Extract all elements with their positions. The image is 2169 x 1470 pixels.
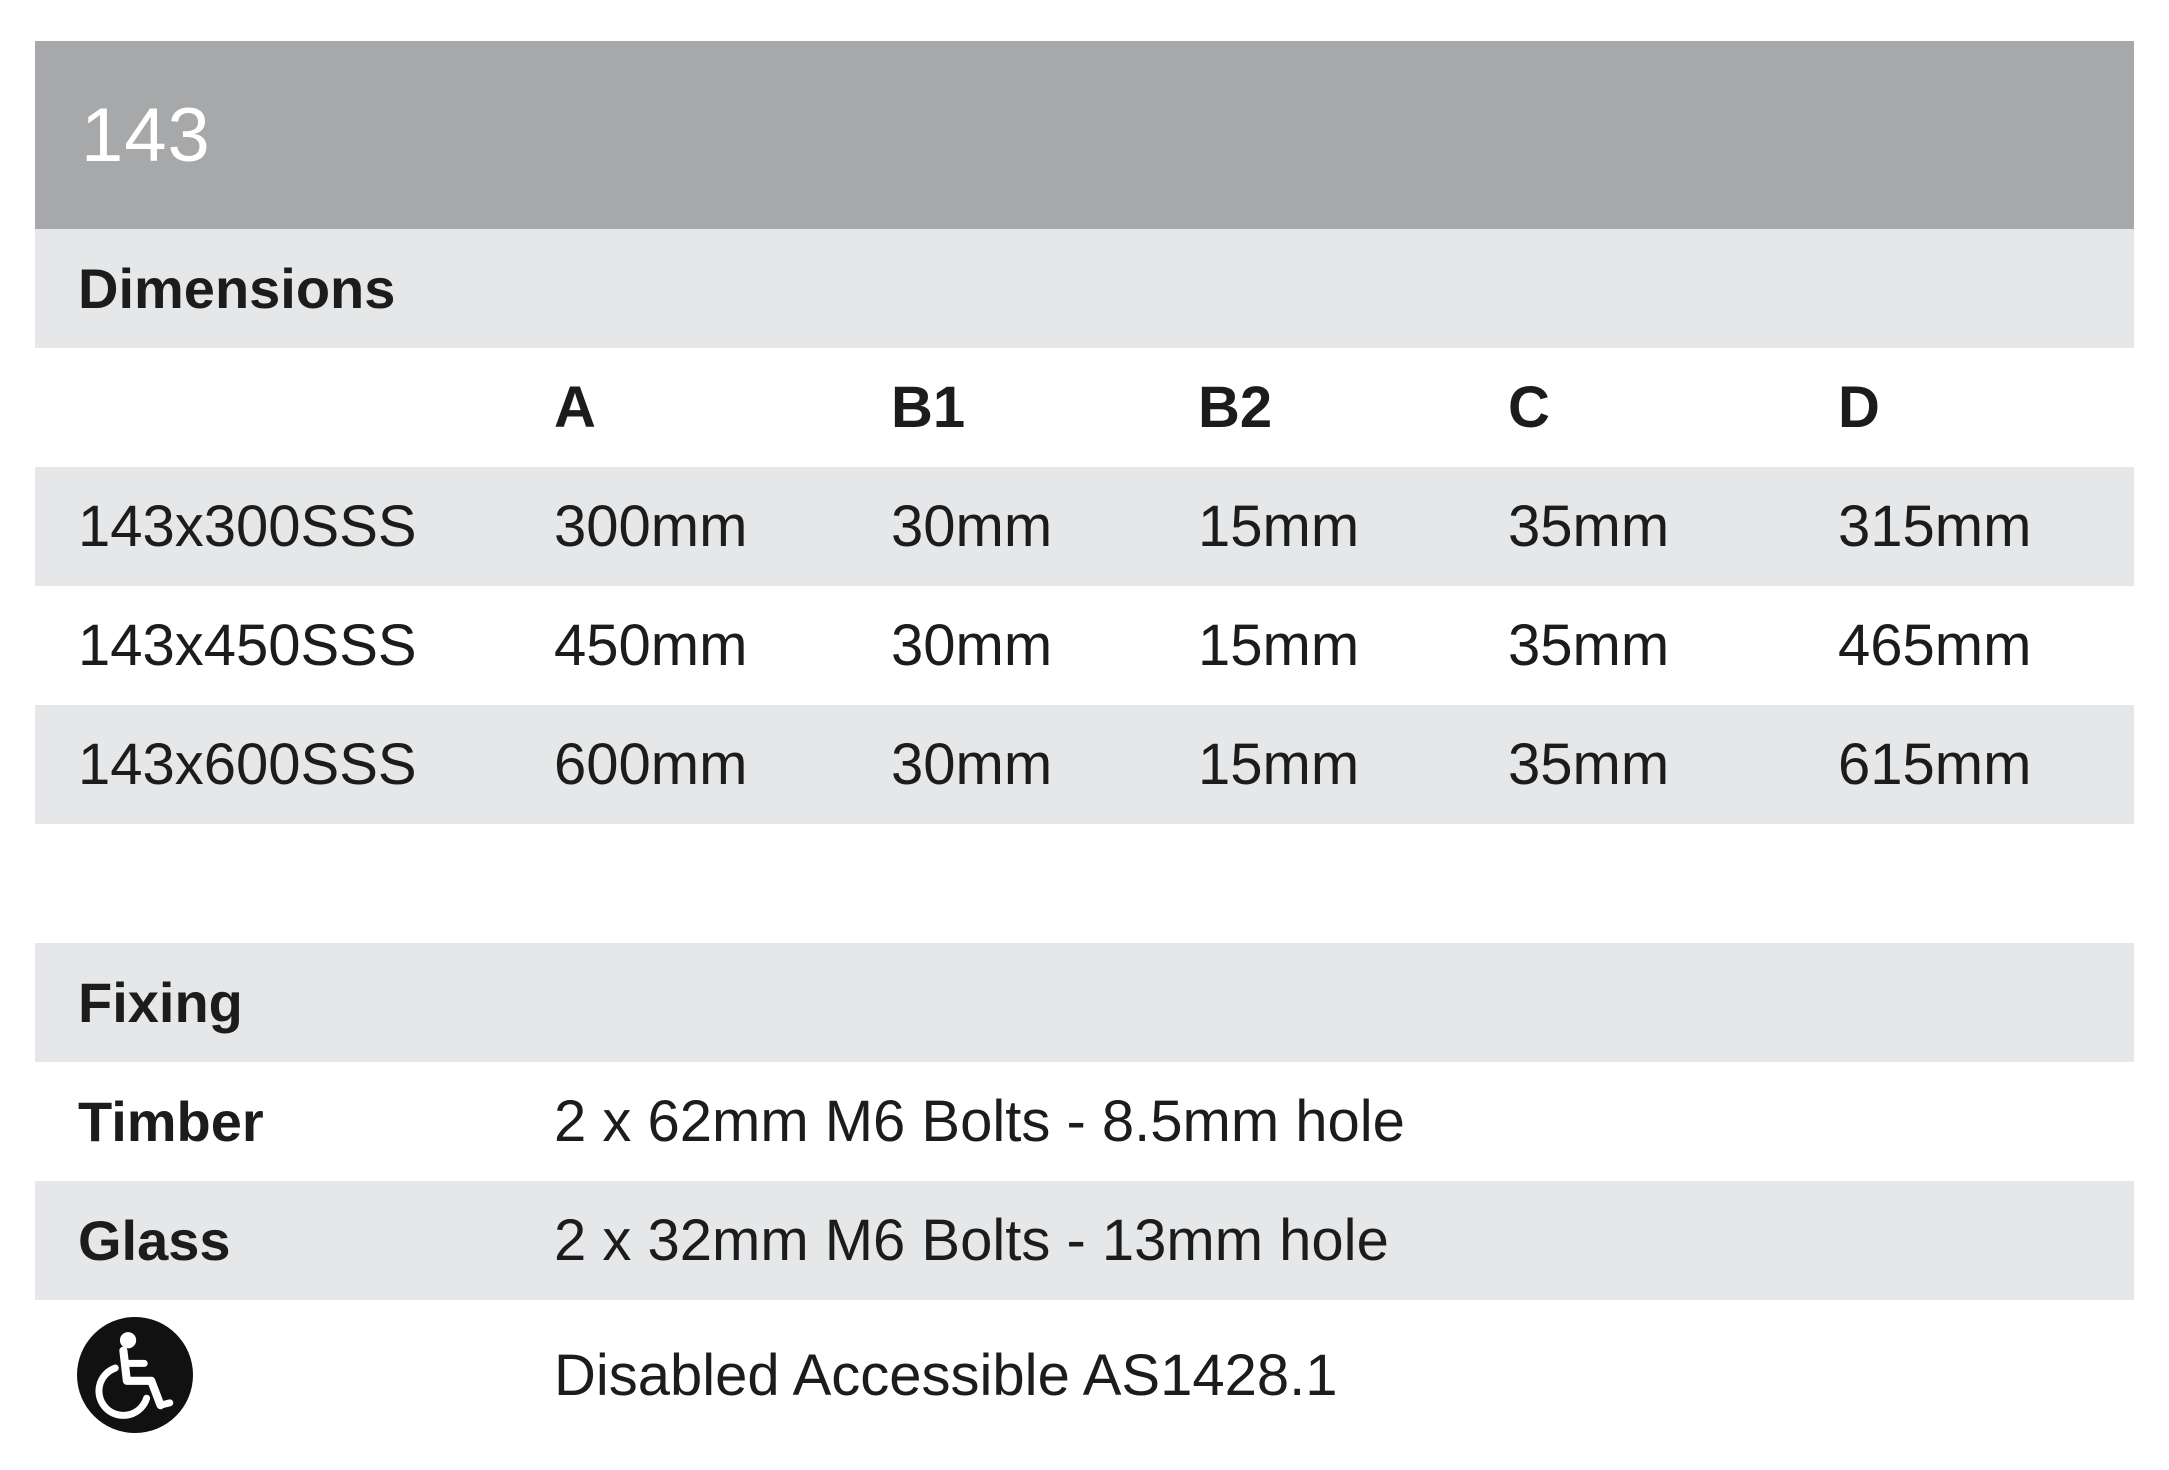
model-cell: 143x300SSS	[78, 494, 417, 559]
dimension-b1-cell: 30mm	[891, 732, 1053, 797]
column-header-c: C	[1508, 375, 1550, 440]
column-header-a: A	[554, 375, 596, 440]
dimension-a-cell: 600mm	[554, 732, 748, 797]
dimensions-section-header	[35, 229, 2134, 348]
table-row	[35, 467, 2134, 586]
dimension-d-cell: 315mm	[1838, 494, 2032, 559]
model-cell: 143x450SSS	[78, 613, 417, 678]
dimension-b1-cell: 30mm	[891, 613, 1053, 678]
accessibility-icon-cell	[35, 1317, 554, 1433]
product-spec-sheet	[35, 41, 2134, 1450]
wheelchair-icon	[77, 1317, 193, 1433]
accessibility-row	[35, 1300, 2134, 1450]
table-row	[35, 586, 2134, 705]
fixing-row-label: Glass	[78, 1209, 231, 1272]
column-header-d: D	[1838, 375, 1880, 440]
dimension-d-cell: 465mm	[1838, 613, 2032, 678]
product-title-bar	[35, 41, 2134, 229]
dimension-b2-cell: 15mm	[1198, 494, 1360, 559]
fixing-row-value: 2 x 32mm M6 Bolts - 13mm hole	[554, 1208, 1389, 1273]
fixing-row-value: 2 x 62mm M6 Bolts - 8.5mm hole	[554, 1089, 1405, 1154]
dimension-a-cell: 450mm	[554, 613, 748, 678]
dimension-c-cell: 35mm	[1508, 613, 1670, 678]
dimension-c-cell: 35mm	[1508, 732, 1670, 797]
fixing-label: Fixing	[78, 971, 243, 1034]
model-cell: 143x600SSS	[78, 732, 417, 797]
dimension-b1-cell: 30mm	[891, 494, 1053, 559]
column-header-b2: B2	[1198, 375, 1273, 440]
fixing-row-label: Timber	[78, 1090, 264, 1153]
fixing-section-header	[35, 943, 2134, 1062]
dimension-b2-cell: 15mm	[1198, 732, 1360, 797]
dimension-d-cell: 615mm	[1838, 732, 2032, 797]
dimensions-column-header-row	[35, 348, 2134, 467]
fixing-row-glass	[35, 1181, 2134, 1300]
product-title: 143	[81, 92, 211, 178]
fixing-row-timber	[35, 1062, 2134, 1181]
dimension-a-cell: 300mm	[554, 494, 748, 559]
dimension-c-cell: 35mm	[1508, 494, 1670, 559]
section-spacer	[35, 824, 2134, 943]
accessibility-text: Disabled Accessible AS1428.1	[554, 1342, 1338, 1408]
dimensions-label: Dimensions	[78, 257, 396, 320]
column-header-b1: B1	[891, 375, 966, 440]
dimension-b2-cell: 15mm	[1198, 613, 1360, 678]
table-row	[35, 705, 2134, 824]
